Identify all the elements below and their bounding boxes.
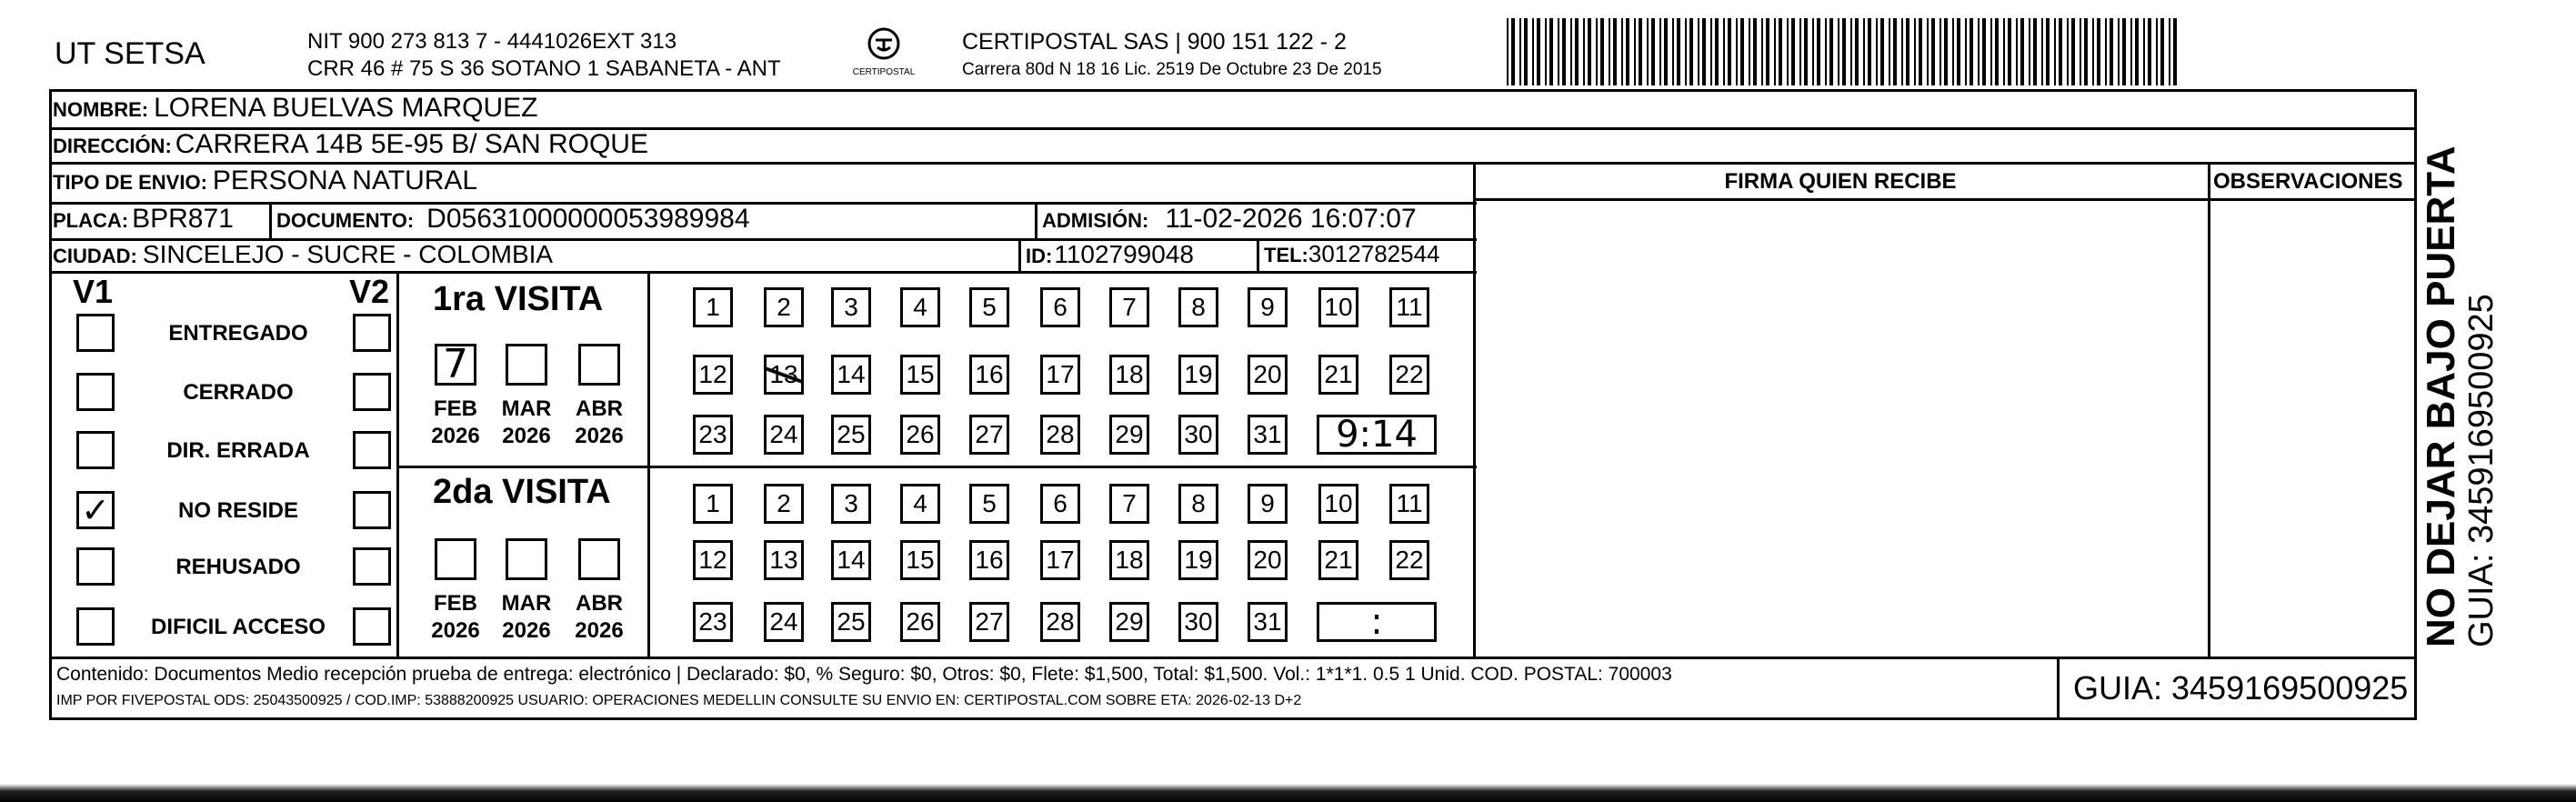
- visita1-day-box[interactable]: 13: [764, 355, 804, 395]
- barcode-bar: [1511, 18, 1515, 85]
- visita1-day-box[interactable]: 18: [1109, 355, 1149, 395]
- v2-header: V2: [349, 273, 390, 310]
- tipo-envio-row: [53, 165, 477, 196]
- barcode-bar: [2059, 18, 2062, 85]
- visita2-month-box[interactable]: [435, 538, 476, 580]
- direccion-label: DIRECCIÓN:: [53, 135, 172, 157]
- visita2-day-box[interactable]: 6: [1040, 484, 1080, 524]
- visita1-day-box[interactable]: 5: [969, 287, 1009, 327]
- barcode-bar: [1889, 18, 1890, 85]
- visita1-day-box[interactable]: 1: [693, 287, 733, 327]
- barcode-bar: [1685, 18, 1687, 85]
- barcode: [1505, 18, 2182, 85]
- visita1-day-box[interactable]: 7: [1109, 287, 1149, 327]
- visita2-day-box[interactable]: 3: [831, 484, 871, 524]
- barcode-bar: [1880, 18, 1884, 85]
- barcode-bar: [2135, 18, 2139, 85]
- company-name: UT SETSA: [55, 36, 205, 71]
- barcode-bar: [2160, 18, 2164, 85]
- visita1-month-year: 2026: [502, 424, 551, 448]
- visita1-day-box[interactable]: 28: [1040, 415, 1080, 455]
- visita2-time-box[interactable]: :: [1317, 602, 1437, 642]
- barcode-bar: [1532, 18, 1534, 85]
- barcode-bar: [2169, 18, 2170, 85]
- barcode-bar: [1863, 18, 1865, 85]
- barcode-bar: [1736, 18, 1738, 85]
- direccion-row: [53, 129, 648, 160]
- barcode-bar: [2143, 18, 2145, 85]
- visita1-day-box[interactable]: 6: [1040, 287, 1080, 327]
- visita2-month-name: FEB: [434, 591, 477, 616]
- visita2-month-year: 2026: [575, 618, 624, 643]
- v1-checkbox-0[interactable]: [76, 314, 115, 352]
- barcode-bar: [1957, 18, 1960, 85]
- v2-checkbox-1[interactable]: [353, 373, 391, 411]
- barcode-bar: [1876, 18, 1878, 85]
- barcode-bar: [1817, 18, 1820, 85]
- admision-label: ADMISIÓN:: [1042, 209, 1149, 232]
- visita2-day-box[interactable]: 26: [900, 602, 940, 642]
- visita2-day-box[interactable]: 16: [969, 540, 1009, 580]
- barcode-bar: [2118, 18, 2120, 85]
- barcode-bar: [1990, 18, 1992, 85]
- status-option-label: DIFICIL ACCESO: [150, 615, 326, 639]
- barcode-bar: [1677, 18, 1680, 85]
- barcode-bar: [1804, 18, 1808, 85]
- side-warning: NO DEJAR BAJO PUERTA: [2419, 145, 2463, 647]
- barcode-bar: [1982, 18, 1986, 85]
- visita2-day-box[interactable]: 21: [1318, 540, 1358, 580]
- barcode-bar: [2080, 18, 2081, 85]
- barcode-bar: [2110, 18, 2113, 85]
- barcode-bar: [1952, 18, 1954, 85]
- barcode-bar: [1914, 18, 1916, 85]
- barcode-bar: [1978, 18, 1980, 85]
- visita1-day-box[interactable]: 26: [900, 415, 940, 455]
- visita1-day-box[interactable]: 14: [831, 355, 871, 395]
- visita1-day-box[interactable]: 2: [764, 287, 804, 327]
- barcode-bar: [1838, 18, 1839, 85]
- visita2-month-year: 2026: [431, 618, 480, 643]
- barcode-bar: [1944, 18, 1948, 85]
- visita2-day-box[interactable]: 25: [831, 602, 871, 642]
- barcode-bar: [2033, 18, 2037, 85]
- barcode-bar: [2020, 18, 2024, 85]
- barcode-bar: [1868, 18, 1871, 85]
- company-nit: NIT 900 273 813 7 - 4441026EXT 313: [307, 29, 677, 54]
- documento-row: [276, 204, 750, 235]
- v1-checkbox-3[interactable]: ✓: [76, 491, 115, 529]
- barcode-bar: [1639, 18, 1642, 85]
- status-option-label: ENTREGADO: [168, 321, 308, 346]
- visita2-day-box[interactable]: 10: [1318, 484, 1358, 524]
- barcode-bar: [1664, 18, 1668, 85]
- barcode-bar: [1749, 18, 1750, 85]
- carrier-name: CERTIPOSTAL SAS | 900 151 122 - 2: [962, 29, 1347, 55]
- barcode-bar: [1940, 18, 1941, 85]
- id-row: [1026, 240, 1194, 269]
- barcode-bar: [1728, 18, 1731, 85]
- barcode-bar: [1710, 18, 1712, 85]
- barcode-bar: [1570, 18, 1572, 85]
- barcode-bar: [1850, 18, 1852, 85]
- visita1-time-box[interactable]: 9:14: [1317, 415, 1437, 455]
- barcode-bar: [1634, 18, 1636, 85]
- visita1-month-year: 2026: [431, 424, 480, 448]
- visita2-day-box[interactable]: 7: [1109, 484, 1149, 524]
- barcode-bar: [1723, 18, 1725, 85]
- visita1-day-box[interactable]: 9: [1248, 287, 1288, 327]
- visita1-month-name: MAR: [501, 396, 552, 421]
- visita1-month-name: ABR: [576, 396, 623, 421]
- v2-checkbox-0[interactable]: [353, 314, 391, 352]
- visita2-month-box[interactable]: [506, 538, 547, 580]
- visita1-day-box[interactable]: 10: [1318, 287, 1358, 327]
- visita2-day-box[interactable]: 1: [693, 484, 733, 524]
- visita1-month-box[interactable]: [578, 344, 620, 386]
- visita1-day-box[interactable]: 4: [900, 287, 940, 327]
- barcode-bar: [2122, 18, 2126, 85]
- barcode-bar: [1919, 18, 1922, 85]
- firma-header: FIRMA QUIEN RECIBE: [1724, 169, 1957, 194]
- barcode-bar: [1519, 18, 1521, 85]
- visita1-day-box[interactable]: 17: [1040, 355, 1080, 395]
- visita1-day-box[interactable]: 31: [1248, 415, 1288, 455]
- ciudad-row: [53, 240, 553, 269]
- barcode-bar: [2046, 18, 2050, 85]
- barcode-bar: [1647, 18, 1649, 85]
- visita2-day-box[interactable]: 23: [693, 602, 733, 642]
- visita1-month-name: FEB: [434, 396, 477, 421]
- status-option-label: NO RESIDE: [177, 498, 299, 523]
- barcode-bar: [1609, 18, 1610, 85]
- visita2-day-box[interactable]: 14: [831, 540, 871, 580]
- visita1-day-box[interactable]: 23: [693, 415, 733, 455]
- barcode-bar: [1575, 18, 1579, 85]
- barcode-bar: [1965, 18, 1967, 85]
- visita1-day-box[interactable]: 20: [1248, 355, 1288, 395]
- barcode-bar: [1761, 18, 1763, 85]
- barcode-bar: [1651, 18, 1655, 85]
- barcode-bar: [1893, 18, 1897, 85]
- visita1-day-box[interactable]: 3: [831, 287, 871, 327]
- barcode-bar: [1613, 18, 1617, 85]
- v1-checkbox-4[interactable]: [76, 547, 115, 586]
- v2-checkbox-5[interactable]: [353, 607, 391, 646]
- status-option-label: REHUSADO: [175, 555, 301, 579]
- barcode-bar: [2156, 18, 2158, 85]
- visita2-day-box[interactable]: 29: [1109, 602, 1149, 642]
- visita2-day-box[interactable]: 27: [969, 602, 1009, 642]
- nombre-label: NOMBRE:: [53, 98, 149, 121]
- barcode-bar: [1626, 18, 1629, 85]
- visita2-day-box[interactable]: 24: [764, 602, 804, 642]
- barcode-bar: [1596, 18, 1598, 85]
- barcode-bar: [1901, 18, 1903, 85]
- barcode-bar: [1812, 18, 1814, 85]
- barcode-bar: [1545, 18, 1547, 85]
- barcode-bar: [1507, 18, 1509, 85]
- visita1-title: 1ra VISITA: [433, 280, 604, 318]
- admision-row: [1042, 204, 1417, 235]
- visita2-day-box[interactable]: 2: [764, 484, 804, 524]
- barcode-bar: [1740, 18, 1744, 85]
- visita2-day-box[interactable]: 11: [1389, 484, 1429, 524]
- v1-checkbox-1[interactable]: [76, 373, 115, 411]
- barcode-bar: [2173, 18, 2177, 85]
- barcode-bar: [2016, 18, 2018, 85]
- barcode-bar: [1600, 18, 1604, 85]
- logo-caption: CERTIPOSTAL: [852, 67, 916, 77]
- visita2-day-box[interactable]: 4: [900, 484, 940, 524]
- visita2-month-name: ABR: [576, 591, 623, 616]
- direccion-value: CARRERA 14B 5E-95 B/ SAN ROQUE: [175, 129, 648, 159]
- observaciones-header: OBSERVACIONES: [2213, 169, 2403, 194]
- side-guia: GUIA: 3459169500925: [2462, 294, 2501, 647]
- footer-imp: IMP POR FIVEPOSTAL ODS: 25043500925 / COD.IMP: 53888200925 USUARIO: OPERACIONES MEDELLIN CONSULTE SU ENVIO EN: CERTIPOSTAL.COM SOBRE ETA: 2026-02-13 D+2: [56, 693, 1302, 708]
- barcode-bar: [1842, 18, 1846, 85]
- tel-row: [1264, 240, 1440, 268]
- barcode-bar: [1562, 18, 1566, 85]
- v1-checkbox-2[interactable]: [76, 431, 115, 469]
- barcode-bar: [1799, 18, 1801, 85]
- barcode-bar: [2071, 18, 2075, 85]
- visita2-day-box[interactable]: 12: [693, 540, 733, 580]
- barcode-bar: [1689, 18, 1693, 85]
- visita1-day-box[interactable]: 30: [1178, 415, 1218, 455]
- barcode-bar: [1829, 18, 1833, 85]
- v2-checkbox-4[interactable]: [353, 547, 391, 586]
- barcode-bar: [1537, 18, 1540, 85]
- barcode-bar: [2008, 18, 2011, 85]
- barcode-bar: [2084, 18, 2088, 85]
- visita1-day-box[interactable]: 12: [693, 355, 733, 395]
- visita2-day-box[interactable]: 15: [900, 540, 940, 580]
- visita1-month-box[interactable]: 7: [435, 344, 476, 386]
- barcode-bar: [1621, 18, 1623, 85]
- barcode-bar: [2054, 18, 2056, 85]
- side-text: [2421, 102, 2501, 647]
- tel-label: TEL:: [1264, 244, 1308, 266]
- footer-guia: GUIA: 3459169500925: [2073, 669, 2409, 707]
- barcode-bar: [1825, 18, 1827, 85]
- visita1-day-box[interactable]: 22: [1389, 355, 1429, 395]
- visita1-day-box[interactable]: 27: [969, 415, 1009, 455]
- visita1-day-box[interactable]: 29: [1109, 415, 1149, 455]
- barcode-bar: [2041, 18, 2043, 85]
- footer-contenido: Contenido: Documentos Medio recepción prueba de entrega: electrónico | Declarado: $0, % Seguro: $0, Otros: $0, Flete: $1,500, Total: $1,500. Vol.: 1*1*1. 0.5 1 Unid. COD. POSTAL: 700003: [56, 664, 1672, 685]
- visita1-month-year: 2026: [575, 424, 624, 448]
- tel-value: 3012782544: [1308, 240, 1440, 267]
- v1-header: V1: [73, 273, 114, 310]
- v2-checkbox-3[interactable]: [353, 491, 391, 529]
- status-option-label: CERRADO: [183, 380, 294, 405]
- placa-label: PLACA:: [53, 209, 129, 232]
- barcode-bar: [2105, 18, 2107, 85]
- barcode-bar: [2092, 18, 2094, 85]
- visita1-day-box[interactable]: 16: [969, 355, 1009, 395]
- barcode-bar: [1549, 18, 1553, 85]
- barcode-bar: [2003, 18, 2005, 85]
- visita1-day-box[interactable]: 11: [1389, 287, 1429, 327]
- visita2-day-box[interactable]: 13: [764, 540, 804, 580]
- barcode-bar: [1970, 18, 1973, 85]
- barcode-bar: [1906, 18, 1909, 85]
- visita2-day-box[interactable]: 9: [1248, 484, 1288, 524]
- barcode-bar: [1791, 18, 1795, 85]
- barcode-bar: [1931, 18, 1935, 85]
- barcode-bar: [2130, 18, 2132, 85]
- barcode-bar: [1583, 18, 1585, 85]
- ciudad-value: SINCELEJO - SUCRE - COLOMBIA: [142, 240, 554, 268]
- barcode-bar: [1774, 18, 1776, 85]
- v1-checkbox-5[interactable]: [76, 607, 115, 646]
- placa-value: BPR871: [132, 204, 234, 234]
- barcode-bar: [1672, 18, 1674, 85]
- id-label: ID:: [1026, 245, 1053, 267]
- barcode-bar: [2029, 18, 2030, 85]
- barcode-bar: [2097, 18, 2100, 85]
- barcode-bar: [1766, 18, 1769, 85]
- barcode-bar: [1698, 18, 1699, 85]
- status-option-label: DIR. ERRADA: [166, 438, 310, 463]
- tipo-envio-label: TIPO DE ENVIO:: [53, 171, 207, 194]
- documento-label: DOCUMENTO:: [276, 209, 415, 232]
- visita2-day-box[interactable]: 18: [1109, 540, 1149, 580]
- barcode-bar: [1715, 18, 1719, 85]
- documento-value: D05631000000053989984: [426, 204, 750, 234]
- scan-edge: [0, 784, 2576, 802]
- tipo-envio-value: PERSONA NATURAL: [212, 165, 478, 195]
- barcode-bar: [1927, 18, 1929, 85]
- visita2-month-year: 2026: [502, 618, 551, 643]
- nombre-value: LORENA BUELVAS MARQUEZ: [154, 93, 538, 123]
- visita1-day-box[interactable]: 21: [1318, 355, 1358, 395]
- carrier-address: Carrera 80d N 18 16 Lic. 2519 De Octubre 23 De 2015: [962, 60, 1382, 79]
- id-value: 1102799048: [1054, 240, 1194, 268]
- barcode-bar: [2067, 18, 2069, 85]
- visita2-day-box[interactable]: 19: [1178, 540, 1218, 580]
- barcode-bar: [1524, 18, 1528, 85]
- ciudad-label: CIUDAD:: [53, 245, 137, 267]
- barcode-bar: [1659, 18, 1661, 85]
- placa-row: [53, 204, 234, 235]
- admision-value: 11-02-2026 16:07:07: [1165, 204, 1417, 234]
- visita2-day-box[interactable]: 17: [1040, 540, 1080, 580]
- barcode-bar: [1702, 18, 1706, 85]
- barcode-bar: [2148, 18, 2151, 85]
- visita2-day-box[interactable]: 20: [1248, 540, 1288, 580]
- visita2-day-box[interactable]: 28: [1040, 602, 1080, 642]
- barcode-bar: [1779, 18, 1782, 85]
- barcode-bar: [1588, 18, 1591, 85]
- visita2-month-box[interactable]: [578, 538, 620, 580]
- visita1-day-box[interactable]: 24: [764, 415, 804, 455]
- v2-checkbox-2[interactable]: [353, 431, 391, 469]
- visita2-day-box[interactable]: 5: [969, 484, 1009, 524]
- visita2-day-box[interactable]: 22: [1389, 540, 1429, 580]
- barcode-bar: [1558, 18, 1559, 85]
- nombre-row: [53, 93, 537, 124]
- barcode-bar: [1753, 18, 1757, 85]
- visita1-month-box[interactable]: [506, 344, 547, 386]
- barcode-bar: [1855, 18, 1859, 85]
- certipostal-logo: [846, 24, 922, 80]
- barcode-bar: [1995, 18, 1999, 85]
- visita2-title: 2da VISITA: [433, 473, 611, 511]
- visita2-day-box[interactable]: 30: [1178, 602, 1218, 642]
- visita1-day-box[interactable]: 15: [900, 355, 940, 395]
- visita2-month-name: MAR: [501, 591, 552, 616]
- visita2-day-box[interactable]: 31: [1248, 602, 1288, 642]
- visita2-day-box[interactable]: 8: [1178, 484, 1218, 524]
- company-address: CRR 46 # 75 S 36 SOTANO 1 SABANETA - ANT: [307, 56, 781, 81]
- visita1-day-box[interactable]: 8: [1178, 287, 1218, 327]
- barcode-bar: [1787, 18, 1789, 85]
- visita1-day-box[interactable]: 25: [831, 415, 871, 455]
- visita1-day-box[interactable]: 19: [1178, 355, 1218, 395]
